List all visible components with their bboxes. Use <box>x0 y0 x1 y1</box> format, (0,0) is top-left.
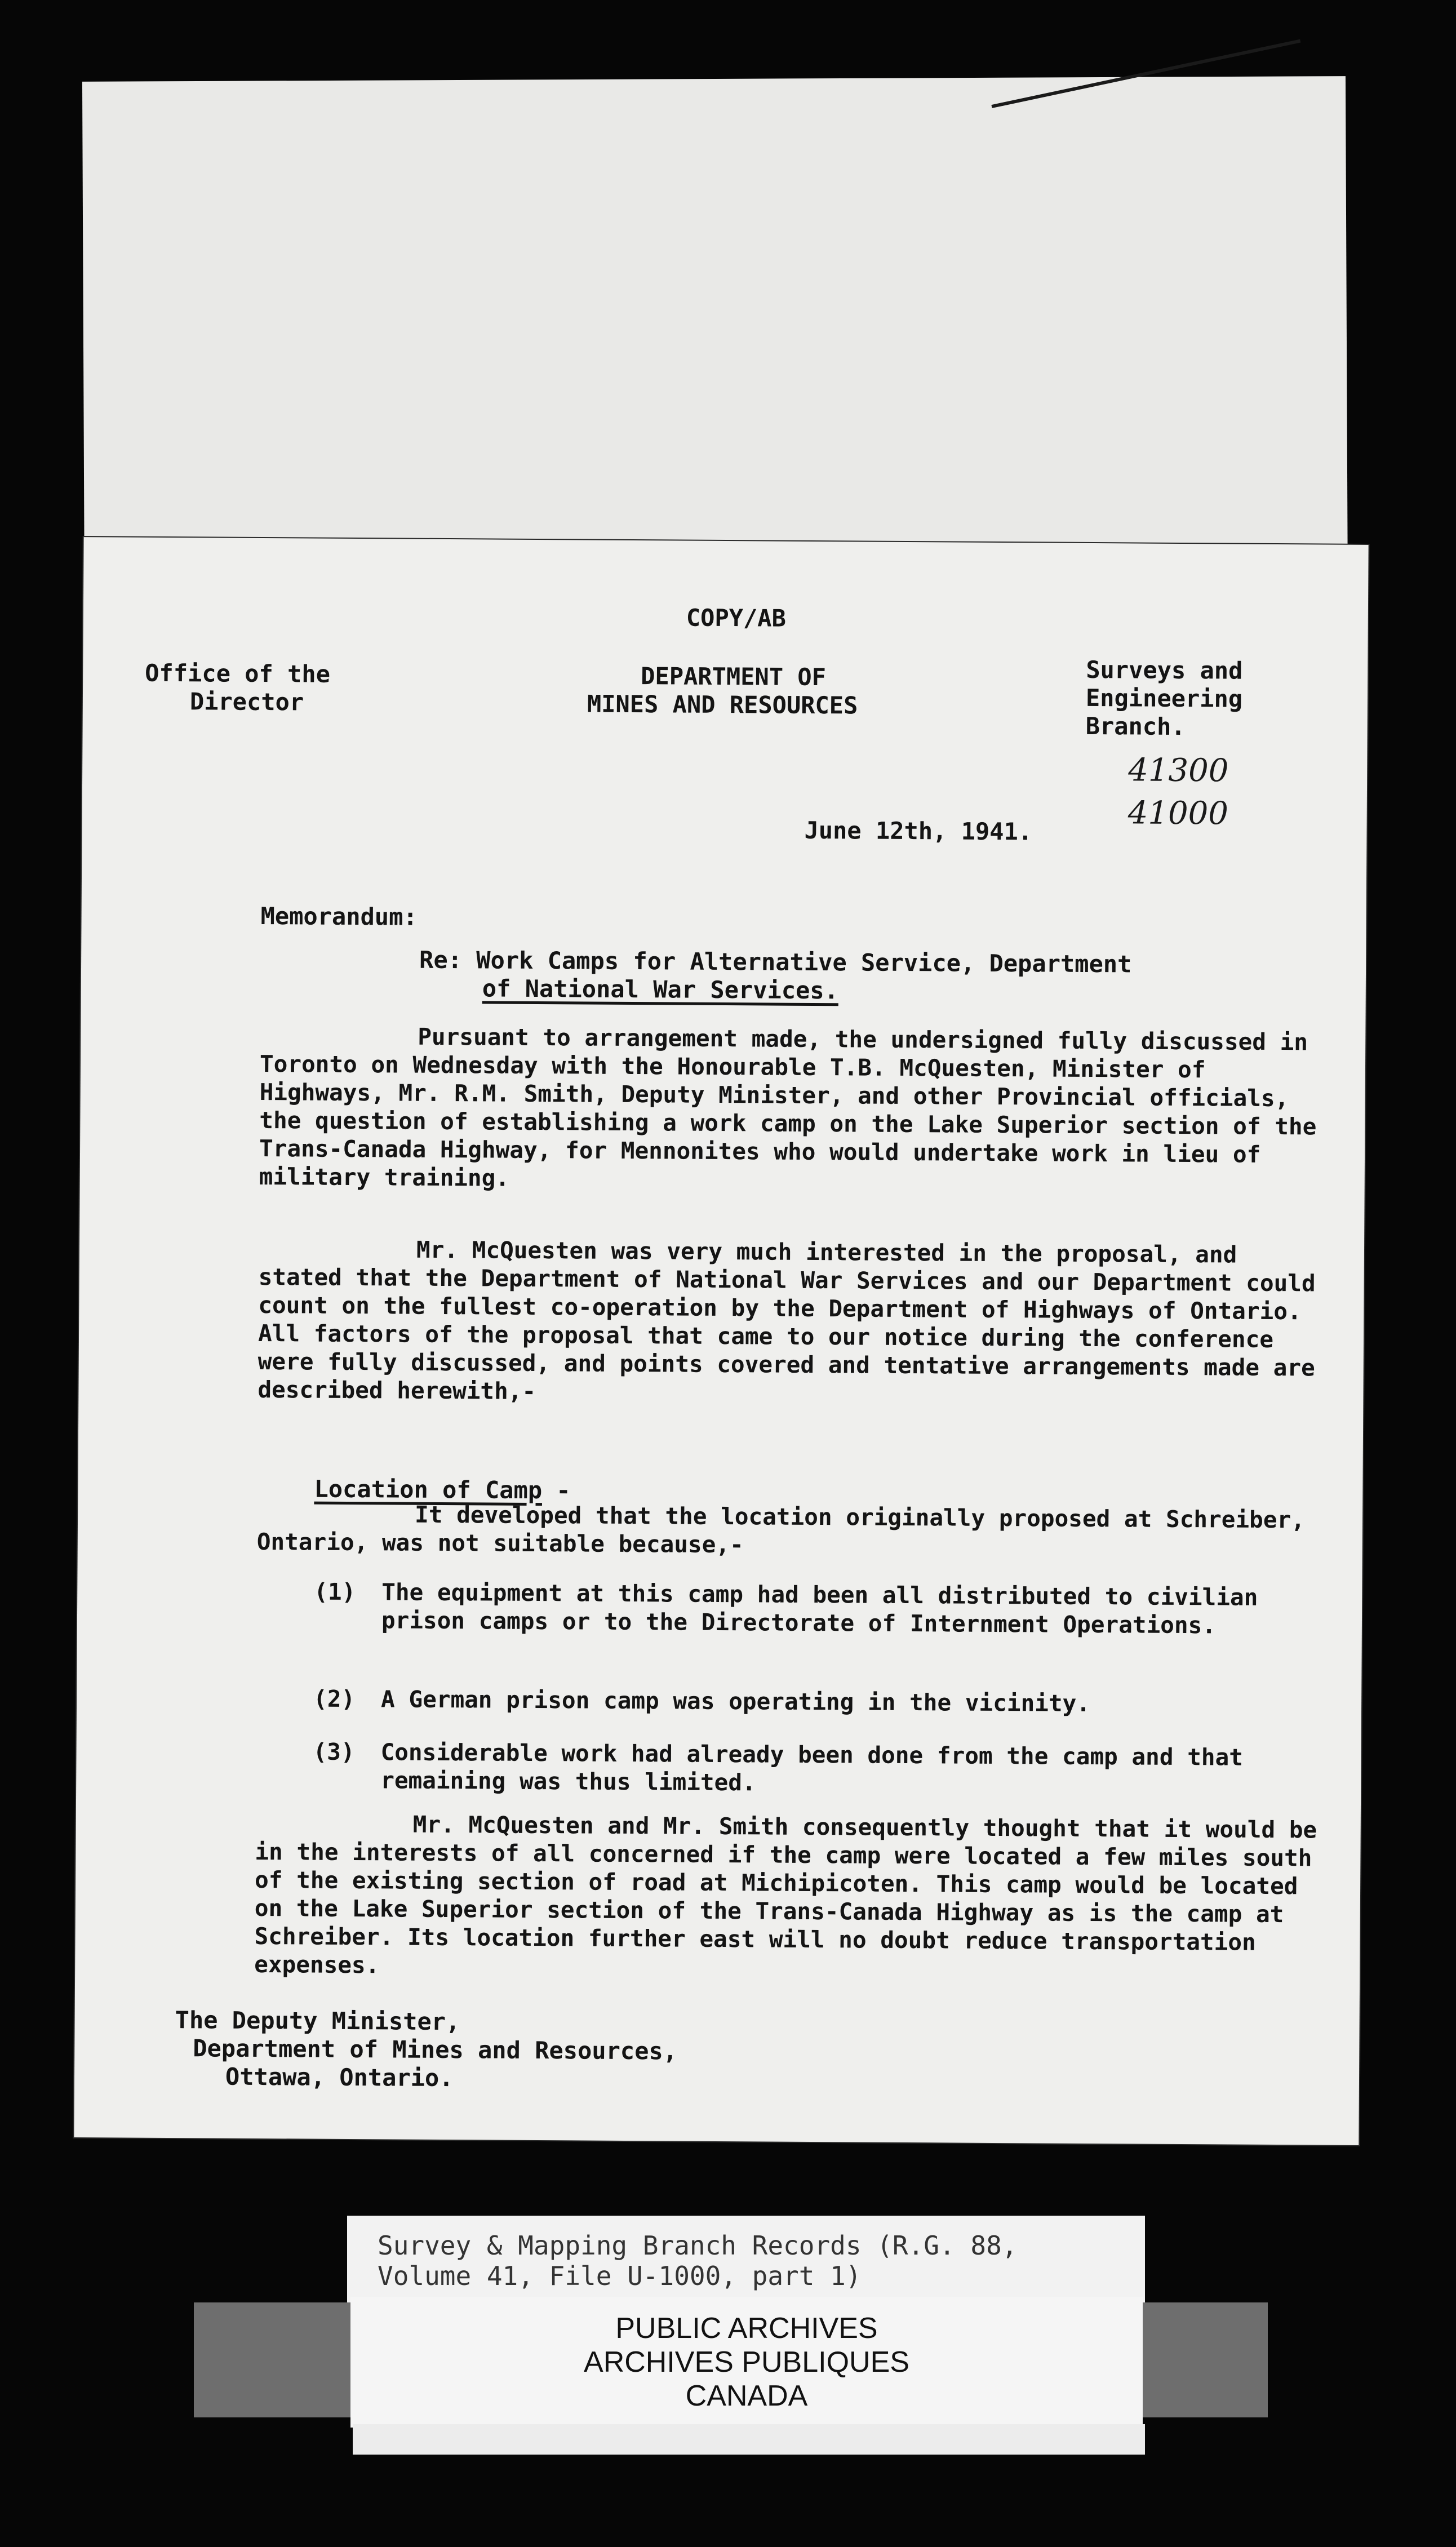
branch-line-3: Branch. <box>1085 712 1186 741</box>
reason-3 <box>313 1738 1271 1800</box>
band-right-end <box>1127 2302 1268 2417</box>
reason-2 <box>313 1685 1271 1724</box>
department-line-2: MINES AND RESOURCES <box>587 690 858 720</box>
archive-label-line-2: ARCHIVES PUBLIQUES <box>584 2346 909 2379</box>
office-line-1: Office of the <box>145 659 331 688</box>
copy-mark: COPY/AB <box>686 604 787 632</box>
reason-number: (1) <box>314 1578 356 1606</box>
department-line-1: DEPARTMENT OF <box>641 662 827 691</box>
archive-bottom-strip <box>353 2424 1145 2455</box>
addressee-line-3: Ottawa, Ontario. <box>225 2062 454 2092</box>
archive-stamp-label <box>350 2297 1143 2428</box>
branch-line-1: Surveys and <box>1086 655 1243 685</box>
archive-label-line-3: CANADA <box>685 2380 808 2412</box>
paragraph-1: Pursuant to arrangement made, the undersigned fully discussed in Toronto on Wednesday with the Honourable T.B. McQuesten, Minister of Highways, Mr. R.M. Smith, Deputy Minister, and other Provincial officials, the question of establishing a work camp on the Lake Superior section of the Trans-Canada Highway, for Mennonites who would undertake work in lieu of military training. <box>259 1023 1317 1192</box>
addressee-line-1: The Deputy Minister, <box>175 2006 460 2036</box>
reason-number: (3) <box>313 1738 355 1766</box>
reason-text: A German prison camp was operating in the vicinity. <box>380 1685 1091 1718</box>
archive-reference-line-2: Volume 41, File U-1000, part 1) <box>378 2261 862 2291</box>
paragraph-4: Mr. McQuesten and Mr. Smith consequently thought that it would be in the interests of all concerned if the camp were located a few miles south of the existing section of road at Michipicoten. This camp would be located on the Lake Superior section of the Trans-Canada Highway as is the camp at Schreiber. Its location further east will no doubt reduce transportation expenses. <box>254 1811 1317 1979</box>
reason-text: Considerable work had already been done from the camp and that remaining was thus limited. <box>380 1738 1244 1796</box>
reason-text: The equipment at this camp had been all distributed to civilian prison camps or to the Directorate of Internment Operations. <box>381 1578 1258 1639</box>
location-heading-suffix: - <box>541 1476 571 1505</box>
band-left-end <box>194 2302 352 2417</box>
archive-label-line-1: PUBLIC ARCHIVES <box>615 2312 878 2345</box>
paragraph-3: It developed that the location originally proposed at Schreiber, Ontario, was not suitable because,- <box>256 1501 1306 1559</box>
office-line-2: Director <box>189 687 304 716</box>
subject-line-1: Re: Work Camps for Alternative Service, Department <box>419 946 1132 978</box>
paragraph-2: Mr. McQuesten was very much interested in the proposal, and stated that the Department of National War Services and our Department could count on the fullest co-operation by the Department of Highways of Ontario. All factors of the proposal that came to our notice during the conference were fully discussed, and points covered and tentative arrangements made are described herewith,- <box>258 1236 1316 1405</box>
branch-line-2: Engineering <box>1085 684 1243 713</box>
back-page <box>82 76 1348 611</box>
archive-reference-line-1: Survey & Mapping Branch Records (R.G. 88, <box>378 2230 1018 2261</box>
reason-number: (2) <box>313 1685 356 1713</box>
memorandum-label: Memorandum: <box>260 902 418 931</box>
reason-1 <box>314 1578 1272 1668</box>
handwritten-number-1: 41300 <box>1128 752 1229 789</box>
addressee-line-2: Department of Mines and Resources, <box>193 2034 678 2065</box>
archive-reference-strip <box>347 2216 1145 2306</box>
subject-line-2: of National War Services. <box>482 974 839 1005</box>
handwritten-number-2: 41000 <box>1127 795 1229 832</box>
location-heading: Location of Camp <box>314 1475 543 1505</box>
memo-date: June 12th, 1941. <box>804 816 1033 846</box>
memo-page <box>74 537 1368 2145</box>
